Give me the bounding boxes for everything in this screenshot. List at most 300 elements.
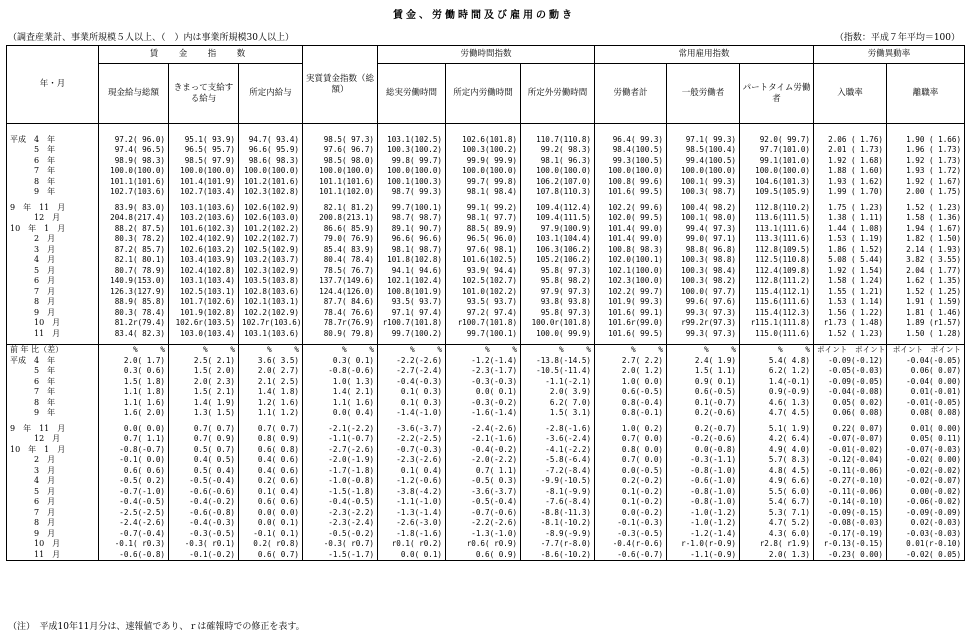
table-cell: -1.2(-1.4) [446, 356, 521, 367]
table-cell: 2.01 ( 1.73) [814, 145, 887, 156]
header-overtime-hours: 所定外労働時間 [521, 64, 595, 124]
row-label: 2 月 [7, 455, 99, 466]
table-cell: 137.7(149.6) [303, 276, 378, 287]
row-label: 6 月 [7, 276, 99, 287]
table-cell: 1.1( 1.6) [303, 398, 378, 409]
table-cell: 0.0( 0.0) [99, 424, 169, 435]
table-cell: 100.8( 99.6) [595, 177, 667, 188]
table-cell: 1.50 ( 1.28) [887, 329, 965, 340]
table-row [7, 408, 965, 419]
table-cell: 102.1(102.4) [378, 276, 446, 287]
header-employees: 労働者計 [595, 64, 667, 124]
table-cell: -0.6(-0.7) [595, 550, 667, 561]
table-cell: 100.3( 98.4) [667, 266, 740, 277]
table-cell: -3.6(-3.7) [378, 424, 446, 435]
table-cell: -0.5(-0.4) [446, 497, 521, 508]
table-cell: 97.1( 97.4) [378, 308, 446, 319]
table-cell: 96.6( 96.6) [378, 234, 446, 245]
table-cell: 2.14 ( 1.93) [887, 245, 965, 256]
table-cell: 0.8(-0.1) [595, 408, 667, 419]
table-cell: 99.3( 97.3) [667, 329, 740, 340]
table-cell: -8.1(-9.9) [521, 487, 595, 498]
table-cell: 102.2(102.7) [239, 234, 303, 245]
table-cell: 96.5( 96.0) [446, 234, 521, 245]
table-cell: 5.1( 1.9) [740, 424, 814, 435]
table-cell: 0.01(r-0.10) [887, 539, 965, 550]
table-cell: -0.4(-0.3) [378, 377, 446, 388]
table-cell: 109.4(112.4) [521, 203, 595, 214]
table-cell: 0.4( 0.6) [239, 455, 303, 466]
table-cell: 0.1(-0.2) [595, 497, 667, 508]
table-cell: 0.0( 0.0) [239, 508, 303, 519]
table-cell: 1.5( 2.1) [169, 387, 239, 398]
table-cell: r-1.0(r-0.9) [667, 539, 740, 550]
table-cell: 103.0(103.4) [169, 329, 239, 340]
table-cell [239, 124, 303, 135]
table-cell [446, 124, 521, 135]
table-cell [595, 124, 667, 135]
table-row [7, 398, 965, 409]
table-cell [303, 124, 378, 135]
table-cell: 109.4(111.5) [521, 213, 595, 224]
table-row [7, 329, 965, 340]
table-cell: -1.1(-2.1) [521, 377, 595, 388]
table-cell: 6.2( 1.2) [740, 366, 814, 377]
table-cell: 100.0r(101.8) [521, 318, 595, 329]
table-cell: 1.92 ( 1.67) [887, 177, 965, 188]
table-cell: -1.5(-1.7) [303, 550, 378, 561]
table-cell: 79.0( 76.9) [303, 234, 378, 245]
table-cell: 1.86 ( 1.52) [814, 245, 887, 256]
table-cell: 97.9( 97.3) [521, 287, 595, 298]
change-header-row [7, 345, 965, 356]
row-label: 9 年 11 月 [7, 424, 99, 435]
table-cell: -8.8(-11.3) [521, 508, 595, 519]
unit-cell: % % [446, 345, 521, 356]
table-cell: 1.53 ( 1.19) [814, 234, 887, 245]
table-cell: -0.09(-0.09) [887, 508, 965, 519]
table-cell: r100.7(101.8) [446, 318, 521, 329]
header-total-hours: 総実労働時間 [378, 64, 446, 124]
table-cell: -0.8(-0.7) [99, 445, 169, 456]
table-cell: 99.7(100.1) [446, 329, 521, 340]
table-cell: -2.8(-1.6) [521, 424, 595, 435]
table-cell: 100.3( 98.8) [667, 255, 740, 266]
table-cell: 103.5(103.8) [239, 276, 303, 287]
table-cell: 1.92 ( 1.54) [814, 266, 887, 277]
table-cell: -0.8(-1.0) [667, 466, 740, 477]
table-cell: -1.1(-0.9) [667, 550, 740, 561]
table-cell: 126.3(127.9) [99, 287, 169, 298]
table-cell: 4.7( 4.5) [740, 408, 814, 419]
table-cell [887, 124, 965, 135]
table-cell: 101.6( 99.1) [595, 308, 667, 319]
table-cell: 100.0( 99.9) [521, 329, 595, 340]
table-cell: -2.2(-2.6) [378, 356, 446, 367]
table-cell: -3.6(-3.7) [446, 487, 521, 498]
table-cell: 95.1( 93.9) [169, 135, 239, 146]
table-cell [378, 124, 446, 135]
table-cell: 102.6(103.2) [169, 245, 239, 256]
table-cell: 99.3(100.5) [595, 156, 667, 167]
table-cell: 102.7(103.6) [99, 187, 169, 198]
table-cell: 0.2(-0.7) [667, 424, 740, 435]
table-row [7, 203, 965, 214]
table-row [7, 508, 965, 519]
table-cell: -2.4(-2.6) [446, 424, 521, 435]
table-cell: 100.0(100.0) [303, 166, 378, 177]
row-label: 7 月 [7, 508, 99, 519]
row-label: 2 月 [7, 234, 99, 245]
header-accession: 入職率 [814, 64, 887, 124]
table-cell: 99.8( 99.7) [378, 156, 446, 167]
table-cell: 98.5( 98.0) [303, 156, 378, 167]
table-row [7, 434, 965, 445]
table-cell: r0.1( r0.2) [378, 539, 446, 550]
table-cell: 98.9( 98.3) [99, 156, 169, 167]
table-header [7, 46, 965, 124]
table-cell: 101.0(102.2) [446, 287, 521, 298]
table-cell: 102.3(102.9) [239, 266, 303, 277]
table-cell: 0.22( 0.07) [814, 424, 887, 435]
table-cell: -0.7(-0.6) [446, 508, 521, 519]
table-cell: 80.7( 78.9) [99, 266, 169, 277]
table-cell: r99.2r(97.3) [667, 318, 740, 329]
table-cell: -0.6(-0.8) [169, 508, 239, 519]
table-cell: 98.1( 97.7) [446, 213, 521, 224]
row-label: 12 月 [7, 434, 99, 445]
unit-cell: % % [521, 345, 595, 356]
table-cell: 0.2(-0.6) [667, 408, 740, 419]
table-cell: -0.6(-0.8) [99, 550, 169, 561]
table-cell: 98.8( 96.8) [667, 245, 740, 256]
table-cell: 110.7(110.8) [521, 135, 595, 146]
table-cell: 0.05( 0.02) [814, 398, 887, 409]
table-cell: 109.5(105.9) [740, 187, 814, 198]
row-label: 12 月 [7, 213, 99, 224]
table-cell: 98.4(100.5) [595, 145, 667, 156]
header-scheduled-hours: 所定内労働時間 [446, 64, 521, 124]
table-cell: -7.2(-8.4) [521, 466, 595, 477]
table-cell: 1.52 ( 1.23) [814, 329, 887, 340]
table-cell: 0.5( 0.4) [169, 466, 239, 477]
row-label: 8 月 [7, 518, 99, 529]
table-cell: 1.38 ( 1.11) [814, 213, 887, 224]
table-cell: -0.02( 0.05) [887, 550, 965, 561]
table-cell: 1.52 ( 1.25) [887, 287, 965, 298]
table-cell: 0.8( 0.9) [239, 434, 303, 445]
table-cell: 102.1(103.1) [239, 297, 303, 308]
table-row [7, 308, 965, 319]
table-cell: 1.93 ( 1.62) [814, 177, 887, 188]
table-cell: -13.8(-14.5) [521, 356, 595, 367]
table-cell: 0.3( 0.1) [303, 356, 378, 367]
table-cell: 2.0( 1.2) [595, 366, 667, 377]
unit-cell: % % [595, 345, 667, 356]
table-cell: -2.3(-2.2) [303, 508, 378, 519]
row-label: 11 月 [7, 550, 99, 561]
header-year-month: 年・月 [7, 46, 99, 124]
table-cell: 0.0( 0.1) [446, 387, 521, 398]
table-cell: 0.7( 0.9) [169, 434, 239, 445]
table-cell: -0.04( 0.00) [887, 377, 965, 388]
table-cell: -0.27(-0.10) [814, 476, 887, 487]
table-cell: 1.99 ( 1.70) [814, 187, 887, 198]
table-cell: 101.6(102.5) [446, 255, 521, 266]
page-title: 賃金、労働時間及び雇用の動き [393, 10, 575, 21]
table-cell: 4.9( 4.0) [740, 445, 814, 456]
table-cell: -0.12(-0.04) [814, 455, 887, 466]
table-row [7, 518, 965, 529]
table-cell: -0.3( r0.7) [303, 539, 378, 550]
table-cell: 112.8(111.2) [740, 276, 814, 287]
table-cell: 1.0( 1.3) [303, 377, 378, 388]
table-cell: 1.5( 3.1) [521, 408, 595, 419]
table-cell: 93.9( 94.4) [446, 266, 521, 277]
row-label: 7 年 [7, 166, 99, 177]
table-cell: -0.06(-0.02) [887, 497, 965, 508]
table-cell: 4.9( 6.6) [740, 476, 814, 487]
table-row [7, 234, 965, 245]
table-cell: 97.6( 98.1) [446, 245, 521, 256]
table-cell: -0.2(-0.6) [667, 434, 740, 445]
table-row [7, 145, 965, 156]
table-cell: r100.7(101.8) [378, 318, 446, 329]
table-cell: -0.6(-1.0) [667, 476, 740, 487]
table-cell: 0.06( 0.08) [814, 408, 887, 419]
table-cell: -0.02(-0.07) [887, 476, 965, 487]
table-cell: -1.4(-1.0) [378, 408, 446, 419]
table-cell: 1.82 ( 1.50) [887, 234, 965, 245]
table-cell: 3.82 ( 3.55) [887, 255, 965, 266]
table-cell: 99.7( 99.8) [446, 177, 521, 188]
table-cell: -1.3(-1.0) [446, 529, 521, 540]
table-row [7, 166, 965, 177]
table-cell: -2.7(-2.4) [378, 366, 446, 377]
table-cell: 113.3(111.6) [740, 234, 814, 245]
row-label: 10 年 1 月 [7, 224, 99, 235]
table-cell: 98.5(100.4) [667, 145, 740, 156]
table-cell: 88.2( 87.5) [99, 224, 169, 235]
table-cell: 1.92 ( 1.68) [814, 156, 887, 167]
table-cell: 0.01(-0.01) [887, 387, 965, 398]
table-cell: 1.89 (r1.57) [887, 318, 965, 329]
table-cell: 1.55 ( 1.21) [814, 287, 887, 298]
table-row [7, 255, 965, 266]
table-cell: 1.5( 2.0) [169, 366, 239, 377]
table-cell: 0.01( 0.00) [887, 424, 965, 435]
table-cell: 6.2( 7.0) [521, 398, 595, 409]
table-cell: -0.14(-0.10) [814, 497, 887, 508]
row-label: 8 年 [7, 177, 99, 188]
table-cell: 1.1( 1.6) [99, 398, 169, 409]
table-cell: 80.4( 78.4) [303, 255, 378, 266]
table-cell: 3.6( 3.5) [239, 356, 303, 367]
table-body [7, 124, 965, 561]
table-cell: 103.2(103.6) [169, 213, 239, 224]
table-cell: 93.5( 93.7) [378, 297, 446, 308]
table-cell: 0.1(-0.2) [595, 487, 667, 498]
table-cell: 99.0( 97.1) [667, 234, 740, 245]
table-cell: 99.1(101.0) [740, 156, 814, 167]
header-general: 一般労働者 [667, 64, 740, 124]
unit-cell: % % [378, 345, 446, 356]
table-cell: 102.8(103.6) [239, 287, 303, 298]
table-cell: 102.7(103.4) [169, 187, 239, 198]
row-label: 平成 4 年 [7, 135, 99, 146]
table-cell: 1.96 ( 1.73) [887, 145, 965, 156]
table-cell: 5.4( 6.7) [740, 497, 814, 508]
table-cell: 100.0(100.0) [378, 166, 446, 177]
table-cell: -1.0(-1.2) [667, 508, 740, 519]
table-cell: -1.6(-1.4) [446, 408, 521, 419]
table-cell: -0.1( r0.3) [99, 539, 169, 550]
table-cell: 101.7(102.6) [169, 297, 239, 308]
table-cell: 1.94 ( 1.67) [887, 224, 965, 235]
table-cell: -4.1(-2.2) [521, 445, 595, 456]
table-cell: 103.1(103.6) [169, 203, 239, 214]
table-cell: 101.6r(99.0) [595, 318, 667, 329]
table-cell: 2.06 ( 1.76) [814, 135, 887, 146]
header-group-employment: 常用雇用指数 [595, 46, 814, 64]
row-label: 7 月 [7, 287, 99, 298]
header-real-wage: 実質賃金指数（総額） [303, 46, 378, 124]
table-row [7, 156, 965, 167]
table-cell: 100.3(100.2) [446, 145, 521, 156]
table-cell: -0.1( 0.0) [99, 455, 169, 466]
table-cell: r1.73 ( 1.48) [814, 318, 887, 329]
table-cell: -1.2(-1.4) [667, 529, 740, 540]
table-cell: 102.3(102.8) [239, 187, 303, 198]
table-cell: 98.7( 98.7) [378, 213, 446, 224]
table-cell: 106.3(106.2) [521, 245, 595, 256]
table-cell: 102.5(103.1) [169, 287, 239, 298]
table-cell: 0.5( 0.7) [169, 445, 239, 456]
unit-cell: % % [740, 345, 814, 356]
table-row [7, 529, 965, 540]
table-cell: 100.3( 98.2) [667, 276, 740, 287]
row-label: 10 月 [7, 539, 99, 550]
table-cell: 5.4( 4.8) [740, 356, 814, 367]
table-cell: 1.56 ( 1.22) [814, 308, 887, 319]
table-cell: 98.1( 96.3) [521, 156, 595, 167]
table-cell: 0.08( 0.08) [887, 408, 965, 419]
table-cell: r0.6( r0.9) [446, 539, 521, 550]
table-cell: 101.9(102.8) [169, 308, 239, 319]
table-row [7, 487, 965, 498]
table-row [7, 177, 965, 188]
table-cell: -0.09(-0.15) [814, 508, 887, 519]
table-cell [814, 124, 887, 135]
unit-cell: % % [169, 345, 239, 356]
table-cell: 93.5( 93.7) [446, 297, 521, 308]
table-cell: -0.05(-0.03) [814, 366, 887, 377]
table-cell: 0.2( r0.8) [239, 539, 303, 550]
table-cell: 101.1(102.0) [303, 187, 378, 198]
table-cell: 97.6( 96.7) [303, 145, 378, 156]
table-cell: 2.00 ( 1.75) [887, 187, 965, 198]
table-cell: 102.6(103.0) [239, 213, 303, 224]
table-cell: 102.5(102.9) [239, 245, 303, 256]
table-cell: 4.8( 4.5) [740, 466, 814, 477]
table-cell: 0.9( 0.1) [667, 377, 740, 388]
table-cell: 78.7r(76.9) [303, 318, 378, 329]
table-cell: 4.2( 6.4) [740, 434, 814, 445]
table-cell: -0.7(-0.3) [378, 445, 446, 456]
table-cell: 93.8( 93.8) [521, 297, 595, 308]
table-cell: 0.4( 0.5) [169, 455, 239, 466]
change-section-label: 前 年 比（差） [7, 345, 99, 356]
table-cell: 100.0(100.0) [446, 166, 521, 177]
table-cell: 99.4( 97.3) [667, 224, 740, 235]
row-label: 9 年 [7, 187, 99, 198]
table-cell: 112.5(110.8) [740, 255, 814, 266]
table-cell: 5.7( 8.3) [740, 455, 814, 466]
table-cell: 101.2(102.2) [239, 224, 303, 235]
data-table [6, 45, 965, 561]
table-cell: -0.03(-0.03) [887, 529, 965, 540]
table-cell: 102.6(101.8) [446, 135, 521, 146]
table-cell: 100.1( 99.3) [667, 177, 740, 188]
table-cell [521, 124, 595, 135]
unit-cell: ポイント ポイント [814, 345, 887, 356]
table-row [7, 424, 965, 435]
table-cell: 99.6( 97.6) [667, 297, 740, 308]
table-cell: 1.52 ( 1.23) [887, 203, 965, 214]
table-cell: 102.4(102.9) [169, 234, 239, 245]
header-scheduled-pay: 所定内給与 [239, 64, 303, 124]
table-cell: 100.3(100.2) [378, 145, 446, 156]
table-cell: -0.04(-0.05) [887, 356, 965, 367]
row-label: 9 年 [7, 408, 99, 419]
table-row [7, 539, 965, 550]
table-cell: 88.5( 89.9) [446, 224, 521, 235]
header-fixed-pay: きまって支給する給与 [169, 64, 239, 124]
table-cell: 98.5( 97.3) [303, 135, 378, 146]
table-cell: 103.1(102.5) [378, 135, 446, 146]
table-cell: -1.3(-1.4) [378, 508, 446, 519]
table-row [7, 476, 965, 487]
table-cell: 2.5( 2.1) [169, 356, 239, 367]
row-label: 3 月 [7, 466, 99, 477]
table-cell: -7.6(-8.4) [521, 497, 595, 508]
table-cell: -0.01(-0.02) [814, 445, 887, 456]
table-cell: -2.5(-2.5) [99, 508, 169, 519]
unit-cell: % % [667, 345, 740, 356]
table-cell: 87.7( 84.6) [303, 297, 378, 308]
table-cell [169, 124, 239, 135]
table-cell: 97.1( 99.3) [667, 135, 740, 146]
table-cell: -0.4(-0.5) [99, 497, 169, 508]
table-cell: 0.05( 0.11) [887, 434, 965, 445]
table-cell: 1.5( 1.8) [99, 377, 169, 388]
table-cell: 98.1( 98.4) [446, 187, 521, 198]
table-cell: -7.7(r-8.0) [521, 539, 595, 550]
row-label: 6 年 [7, 377, 99, 388]
table-row [7, 366, 965, 377]
header-separation: 離職率 [887, 64, 965, 124]
row-label: 9 月 [7, 308, 99, 319]
table-cell: 99.1( 99.2) [446, 203, 521, 214]
table-cell: 102.6(102.9) [239, 203, 303, 214]
table-cell: 101.9( 99.3) [595, 297, 667, 308]
header-group-hours: 労働時間指数 [378, 46, 595, 64]
table-cell: 100.4( 98.2) [667, 203, 740, 214]
table-cell: -0.8(-1.0) [667, 487, 740, 498]
row-label: 5 月 [7, 266, 99, 277]
table-cell: -0.02( 0.00) [887, 455, 965, 466]
table-cell: 96.6( 95.9) [239, 145, 303, 156]
